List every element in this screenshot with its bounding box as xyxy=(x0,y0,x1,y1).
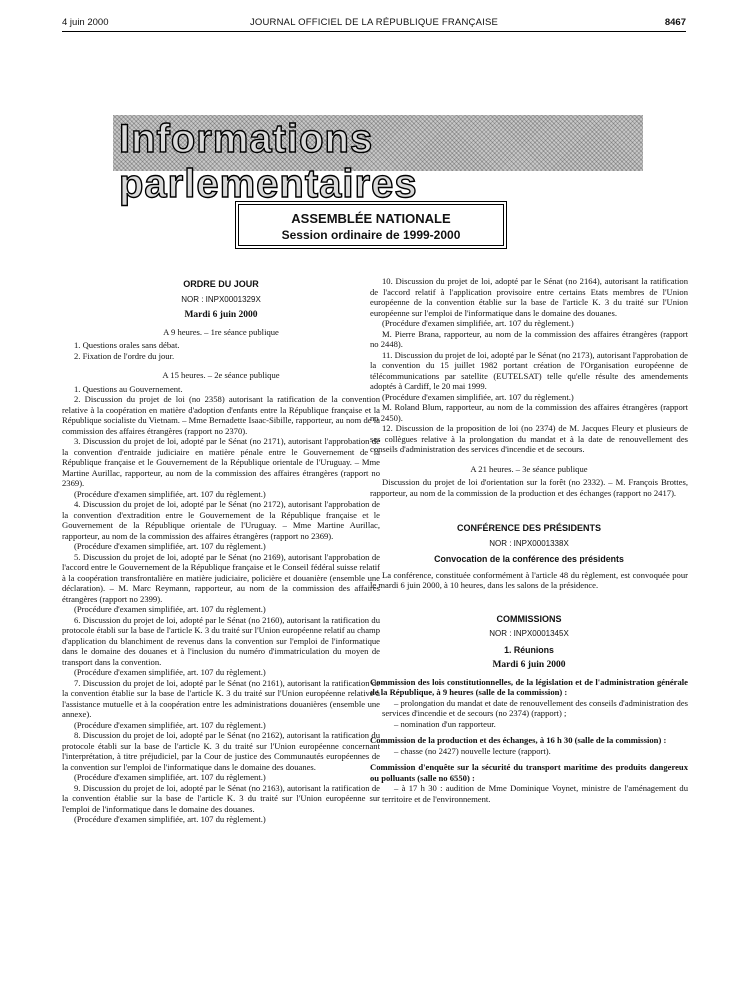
banner xyxy=(113,115,643,206)
list-item: 8. Discussion du projet de loi, adopté par le Sénat (no 2162), autorisant la ratification du protocole établi sur la base de l'article K. 3 du traité sur l'Union européenne concernant l'interprétation, à titre préjudiciel, par la Cour de justice des Communautés européennes de la convention sur l'emploi de l'informatique dans le domaine des douanes. xyxy=(62,730,380,772)
list-item: 2. Discussion du projet de loi (no 2358) autorisant la ratification de la convention relative à la coopération en matière d'adoption d'enfants entre la République française et la République socialiste du Vietnam. – Mme Bernadette Isaac-Sibille, rapporteur, au nom de la commission des affaires étrangères (rapport no 2370). xyxy=(62,394,380,436)
commissions-title: COMMISSIONS xyxy=(496,613,562,624)
list-item: (Procédure d'examen simplifiée, art. 107 du règlement.) xyxy=(74,541,266,551)
list-item: – à 17 h 30 : audition de Mme Dominique Voynet, ministre de l'aménagement du territoire et de l'environnement. xyxy=(382,783,688,804)
commissions-nor: NOR : INPX0001345X xyxy=(489,629,569,638)
list-item: 12. Discussion de la proposition de loi (no 2374) de M. Jacques Fleury et plusieurs de ses collègues relative à la prolongation du mandat et à la date de renouvellement des conseils d'administration des services d'incendie et de secours. xyxy=(370,423,688,454)
banner-title: Informations parlementaires xyxy=(119,117,418,206)
list-item: – nomination d'un rapporteur. xyxy=(394,718,496,729)
conference-text: La conférence, constituée conformément à l'article 48 du règlement, est convoquée pour le mardi 6 juin 2000, à 10 heures, dans les salons de la présidence. xyxy=(370,569,688,590)
list-item: – chasse (no 2427) nouvelle lecture (rapport). xyxy=(394,745,551,756)
list-item: (Procédure d'examen simplifiée, art. 107 du règlement.) xyxy=(74,604,266,614)
conference-nor: NOR : INPX0001338X xyxy=(489,538,569,548)
commissions-subtitle: 1. Réunions xyxy=(504,644,554,655)
list-item: (Procédure d'examen simplifiée, art. 107 du règlement.) xyxy=(74,814,266,824)
list-item: 1. Questions au Gouvernement. xyxy=(74,383,183,394)
list-item: 5. Discussion du projet de loi, adopté par le Sénat (no 2169), autorisant l'approbation de l'accord entre le Gouvernement de la République française et le Conseil fédéral suisse relatif à la coopération transfrontalière en matière judiciaire, policière et douanière (ensemble une déclaration). – M. Marc Reymann, rapporteur, au nom de la commission des affaires étrangères (rapport no 2399). xyxy=(62,551,380,604)
list-item: (Procédure d'examen simplifiée, art. 107 du règlement.) xyxy=(74,772,266,782)
conference-title: CONFÉRENCE DES PRÉSIDENTS xyxy=(456,523,602,533)
header-title: JOURNAL OFFICIEL DE LA RÉPUBLIQUE FRANÇAISE xyxy=(249,17,499,28)
list-item: 7. Discussion du projet de loi, adopté par le Sénat (no 2161), autorisant la ratification de la convention établie sur la base de l'article K. 3 du traité sur l'Union européenne relative à l'assistance mutuelle et à la coopération entre les administrations douanières (ensemble une annexe). xyxy=(62,677,380,719)
header-rule xyxy=(62,31,686,32)
list-item: 4. Discussion du projet de loi, adopté par le Sénat (no 2172), autorisant l'approbation de la convention d'extradition entre le Gouvernement de la République française et le Gouvernement de la République orientale de l'Uruguay. – Mme Martine Aurillac, rapporteur, au nom de la commission des affaires étrangères (rapport no 2369). xyxy=(62,499,380,541)
conference-subtitle: Convocation de la conférence des présidents xyxy=(434,554,624,564)
seance-1-heading: A 9 heures. – 1re séance publique xyxy=(163,326,279,337)
list-item: 1. Questions orales sans débat. xyxy=(74,340,180,350)
list-item: (Procédure d'examen simplifiée, art. 107 du règlement.) xyxy=(382,391,574,402)
ordre-title: ORDRE DU JOUR xyxy=(183,279,259,289)
list-item: 6. Discussion du projet de loi, adopté par le Sénat (no 2160), autorisant la ratification du protocole établi sur la base de l'article K. 3 du traité sur l'Union européenne relatif au champ d'application du blanchiment de revenus dans la convention sur l'emploi de l'informatique dans le domaine des douanes et à l'inclusion du numéro d'immatriculation du moyen de transport dans la convention. xyxy=(62,614,380,667)
list-item: (Procédure d'examen simplifiée, art. 107 du règlement.) xyxy=(74,488,266,499)
list-item: 2. Fixation de l'ordre du jour. xyxy=(74,350,175,361)
left-column xyxy=(62,276,380,825)
header-page-number: 8467 xyxy=(664,17,686,28)
list-item: 10. Discussion du projet de loi, adopté par le Sénat (no 2164), autorisant la ratification de l'accord relatif à l'application provisoire entre certains Etats membres de l'Union européenne de la convention établie sur la base de l'article K. 3 du traité sur l'Union européenne sur l'emploi de l'informatique dans le domaine des douanes. xyxy=(370,276,688,318)
list-item: – prolongation du mandat et date de renouvellement des conseils d'administration des services d'incendie et de secours (no 2374) (rapport) ; xyxy=(382,697,688,718)
commission-heading: Commission de la production et des échanges, à 16 h 30 (salle de la commission) : xyxy=(370,735,667,745)
page-header xyxy=(62,15,686,31)
seance-3-text: Discussion du projet de loi d'orientation sur la forêt (no 2332). – M. François Brottes, rapporteur, au nom de la commission de la production et des échanges (rapport no 2417). xyxy=(370,477,688,498)
ordre-nor: NOR : INPX0001329X xyxy=(181,294,261,304)
ordre-day: Mardi 6 juin 2000 xyxy=(184,310,258,320)
header-date: 4 juin 2000 xyxy=(62,17,109,28)
seance-3-heading: A 21 heures. – 3e séance publique xyxy=(470,463,588,474)
list-item: (Procédure d'examen simplifiée, art. 107 du règlement.) xyxy=(74,667,266,677)
list-item: 11. Discussion du projet de loi, adopté par le Sénat (no 2173), autorisant l'approbation de la convention du 15 juillet 1982 portant création de l'Organisation européenne de télécommunications par satellite (EUTELSAT) telle qu'elle résulte des amendements adoptés à Cardiff, le 20 mai 1999. xyxy=(370,349,689,391)
list-item: M. Roland Blum, rapporteur, au nom de la commission des affaires étrangères (rapport no 2450). xyxy=(370,402,688,423)
list-item: 3. Discussion du projet de loi, adopté par le Sénat (no 2171), autorisant l'approbation de la convention d'entraide judiciaire en matière pénale entre le Gouvernement de la République française et le Gouvernement de la République orientale de l'Uruguay. – Mme Martine Aurillac, rapporteur, au nom de la commission des affaires étrangères (rapport no 2369). xyxy=(62,436,380,488)
commission-heading: Commission d'enquête sur la sécurité du transport maritime des produits dangereux ou polluants (salle no 6550) : xyxy=(370,762,688,783)
list-item: 9. Discussion du projet de loi, adopté par le Sénat (no 2163), autorisant la ratification de la convention établie sur la base de l'article K. 3 du traité sur l'Union européenne sur l'emploi de l'informatique dans le domaine des douanes. xyxy=(62,782,380,814)
list-item: (Procédure d'examen simplifiée, art. 107 du règlement.) xyxy=(382,318,574,328)
assembly-box xyxy=(238,204,504,246)
seance-2-heading: A 15 heures. – 2e séance publique xyxy=(162,370,280,380)
assembly-name: ASSEMBLÉE NATIONALE xyxy=(291,211,451,226)
commissions-day: Mardi 6 juin 2000 xyxy=(492,660,566,670)
list-item: M. Pierre Brana, rapporteur, au nom de la commission des affaires étrangères (rapport no 2448). xyxy=(370,328,688,349)
assembly-session: Session ordinaire de 1999-2000 xyxy=(281,228,461,242)
list-item: (Procédure d'examen simplifiée, art. 107 du règlement.) xyxy=(74,719,266,730)
commission-heading: Commission des lois constitutionnelles, de la législation et de l'administration générale de la République, à 9 heures (salle de la commission) : xyxy=(370,676,688,697)
right-column xyxy=(370,276,688,804)
